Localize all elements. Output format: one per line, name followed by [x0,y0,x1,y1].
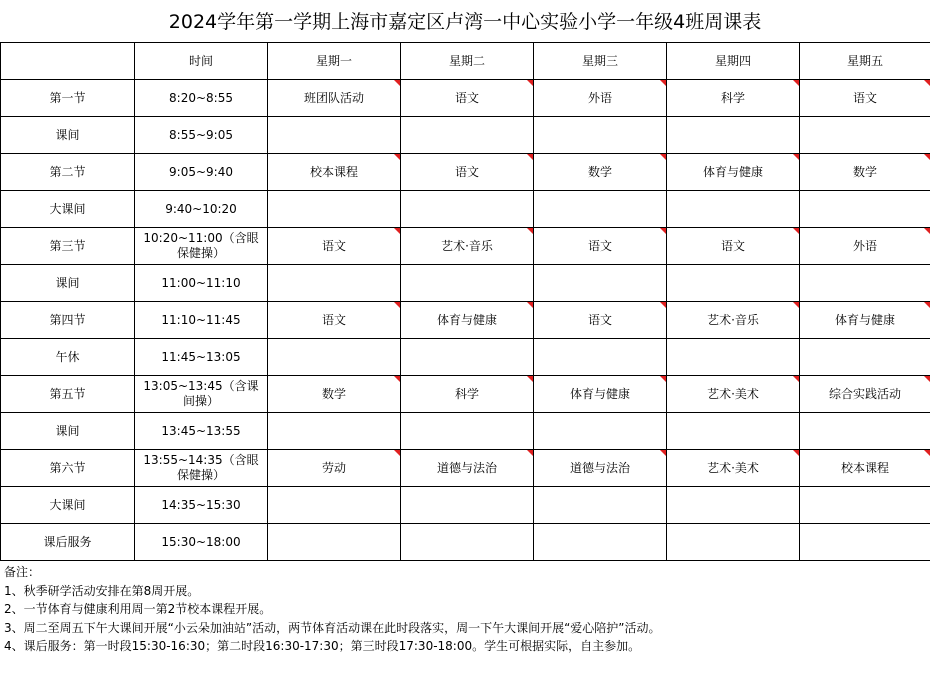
time-cell[interactable]: 13:45~13:55 [135,413,268,450]
comment-indicator-icon[interactable] [793,376,799,382]
subject-cell[interactable] [534,302,667,339]
comment-indicator-icon[interactable] [924,450,930,456]
comment-indicator-icon[interactable] [660,302,666,308]
subject-label: 班团队活动 [303,90,364,105]
comment-indicator-icon[interactable] [527,80,533,86]
comment-indicator-icon[interactable] [527,450,533,456]
subject-cell[interactable] [534,524,667,561]
subject-cell[interactable] [268,154,401,191]
subject-cell[interactable] [667,413,800,450]
subject-cell[interactable] [268,376,401,413]
subject-label: 语文 [321,312,346,327]
comment-indicator-icon[interactable] [793,80,799,86]
table-row [1,413,930,450]
subject-label: 道德与法治 [436,460,497,475]
comment-indicator-icon[interactable] [527,228,533,234]
subject-cell[interactable] [667,524,800,561]
time-cell[interactable]: 11:00~11:10 [135,265,268,302]
subject-cell[interactable] [401,228,534,265]
time-cell[interactable]: 10:20~11:00（含眼保健操） [135,228,268,265]
subject-cell[interactable] [534,191,667,228]
subject-label: 语文 [852,90,877,105]
subject-cell[interactable] [667,265,800,302]
subject-cell[interactable] [268,117,401,154]
comment-indicator-icon[interactable] [660,450,666,456]
subject-cell[interactable] [268,450,401,487]
table-row [1,191,930,228]
comment-indicator-icon[interactable] [793,450,799,456]
subject-cell[interactable] [667,80,800,117]
subject-cell[interactable] [534,228,667,265]
subject-label: 语文 [587,238,612,253]
subject-cell[interactable] [268,80,401,117]
subject-label: 科学 [720,90,745,105]
subject-cell[interactable] [800,376,930,413]
subject-label: 数学 [852,164,877,179]
comment-indicator-icon[interactable] [394,228,400,234]
subject-cell[interactable] [534,450,667,487]
subject-cell[interactable] [268,302,401,339]
comment-indicator-icon[interactable] [924,154,930,160]
note-item: 2、一节体育与健康利用周一第2节校本课程开展。 [4,602,272,616]
subject-label: 道德与法治 [569,460,630,475]
table-row [1,524,930,561]
subject-cell[interactable] [534,80,667,117]
header-day-cell[interactable]: 星期三 [534,43,667,80]
subject-cell[interactable] [800,265,930,302]
comment-indicator-icon[interactable] [924,376,930,382]
period-cell[interactable]: 第三节 [1,228,135,265]
subject-cell[interactable] [401,450,534,487]
subject-cell[interactable] [534,413,667,450]
subject-label: 语文 [587,312,612,327]
subject-label: 外语 [587,90,612,105]
header-day-cell[interactable]: 星期五 [800,43,930,80]
time-cell[interactable]: 8:55~9:05 [135,117,268,154]
subject-label: 艺术·美术 [707,386,759,401]
comment-indicator-icon[interactable] [527,302,533,308]
comment-indicator-icon[interactable] [394,80,400,86]
subject-cell[interactable] [800,524,930,561]
subject-cell[interactable] [268,524,401,561]
header-time-cell[interactable]: 时间 [135,43,268,80]
subject-cell[interactable] [401,265,534,302]
subject-cell[interactable] [534,487,667,524]
time-cell[interactable]: 11:10~11:45 [135,302,268,339]
subject-cell[interactable] [800,228,930,265]
period-cell[interactable]: 课间 [1,413,135,450]
time-cell[interactable]: 13:55~14:35（含眼保健操） [135,450,268,487]
comment-indicator-icon[interactable] [793,228,799,234]
time-cell[interactable]: 11:45~13:05 [135,339,268,376]
subject-label: 体育与健康 [569,386,630,401]
subject-label: 科学 [454,386,479,401]
period-cell[interactable]: 第四节 [1,302,135,339]
subject-cell[interactable] [800,450,930,487]
notes-section [4,563,924,656]
comment-indicator-icon[interactable] [793,302,799,308]
table-row [1,339,930,376]
subject-label: 体育与健康 [702,164,763,179]
subject-label: 语文 [720,238,745,253]
subject-cell[interactable] [800,413,930,450]
subject-label: 语文 [321,238,346,253]
table-row [1,265,930,302]
timetable [0,42,930,561]
time-cell[interactable]: 15:30~18:00 [135,524,268,561]
subject-cell[interactable] [268,265,401,302]
comment-indicator-icon[interactable] [394,376,400,382]
subject-cell[interactable] [401,191,534,228]
table-row [1,487,930,524]
time-cell[interactable]: 9:05~9:40 [135,154,268,191]
subject-cell[interactable] [401,302,534,339]
subject-cell[interactable] [667,487,800,524]
comment-indicator-icon[interactable] [660,376,666,382]
comment-indicator-icon[interactable] [527,376,533,382]
subject-cell[interactable] [800,302,930,339]
note-item: 1、秋季研学活动安排在第8周开展。 [4,583,200,598]
subject-label: 语文 [454,90,479,105]
subject-cell[interactable] [534,376,667,413]
table-row [1,154,930,191]
header-day-cell[interactable]: 星期四 [667,43,800,80]
subject-label: 艺术·音乐 [707,312,759,327]
table-row [1,376,930,413]
subject-cell[interactable] [268,413,401,450]
period-cell[interactable]: 课间 [1,117,135,154]
subject-cell[interactable] [667,450,800,487]
subject-cell[interactable] [401,413,534,450]
subject-cell[interactable] [268,228,401,265]
subject-cell[interactable] [800,80,930,117]
subject-cell[interactable] [401,487,534,524]
note-item: 3、周二至周五下午大课间开展“小云朵加油站”活动，两节体育活动课在此时段落实，周一下午大课间开展“爱心陪护”活动。 [4,620,661,635]
table-row [1,450,930,487]
subject-cell[interactable] [667,228,800,265]
subject-label: 数学 [587,164,612,179]
time-cell[interactable]: 8:20~8:55 [135,80,268,117]
period-cell[interactable]: 大课间 [1,487,135,524]
comment-indicator-icon[interactable] [793,154,799,160]
table-row [1,228,930,265]
subject-cell[interactable] [268,339,401,376]
period-cell[interactable]: 第一节 [1,80,135,117]
subject-cell[interactable] [800,191,930,228]
header-day-cell[interactable]: 星期二 [401,43,534,80]
subject-cell[interactable] [667,339,800,376]
subject-cell[interactable] [534,117,667,154]
subject-cell[interactable] [800,339,930,376]
period-cell[interactable]: 第五节 [1,376,135,413]
subject-cell[interactable] [667,154,800,191]
subject-cell[interactable] [268,191,401,228]
header-day-cell[interactable]: 星期一 [268,43,401,80]
comment-indicator-icon[interactable] [924,80,930,86]
subject-label: 艺术·美术 [707,460,759,475]
comment-indicator-icon[interactable] [527,154,533,160]
comment-indicator-icon[interactable] [394,302,400,308]
subject-cell[interactable] [401,376,534,413]
comment-indicator-icon[interactable] [924,302,930,308]
table-row [1,302,930,339]
time-cell[interactable]: 14:35~15:30 [135,487,268,524]
subject-cell[interactable] [401,339,534,376]
subject-label: 体育与健康 [834,312,895,327]
period-cell[interactable]: 课间 [1,265,135,302]
subject-cell[interactable] [667,376,800,413]
notes-heading: 备注： [4,565,41,579]
subject-label: 校本课程 [309,164,358,179]
subject-cell[interactable] [401,524,534,561]
subject-label: 外语 [852,238,877,253]
subject-cell[interactable] [667,191,800,228]
subject-cell[interactable] [534,339,667,376]
period-cell[interactable]: 第六节 [1,450,135,487]
subject-cell[interactable] [800,487,930,524]
subject-cell[interactable] [800,154,930,191]
subject-cell[interactable] [268,487,401,524]
subject-label: 校本课程 [840,460,889,475]
subject-cell[interactable] [401,117,534,154]
period-cell[interactable]: 大课间 [1,191,135,228]
period-cell[interactable]: 课后服务 [1,524,135,561]
comment-indicator-icon[interactable] [394,450,400,456]
subject-label: 语文 [454,164,479,179]
subject-cell[interactable] [800,117,930,154]
period-cell[interactable]: 第二节 [1,154,135,191]
period-cell[interactable]: 午休 [1,339,135,376]
subject-label: 数学 [321,386,346,401]
comment-indicator-icon[interactable] [924,228,930,234]
subject-cell[interactable] [534,154,667,191]
subject-cell[interactable] [667,117,800,154]
note-item: 4、课后服务：第一时段15:30-16:30；第二时段16:30-17:30；第三时段17:30-18:00。学生可根据实际，自主参加。 [4,639,641,653]
time-cell[interactable]: 9:40~10:20 [135,191,268,228]
comment-indicator-icon[interactable] [660,154,666,160]
subject-label: 体育与健康 [436,312,497,327]
subject-label: 劳动 [321,460,346,475]
header-row [1,43,930,80]
subject-cell[interactable] [401,80,534,117]
comment-indicator-icon[interactable] [660,228,666,234]
comment-indicator-icon[interactable] [660,80,666,86]
time-cell[interactable]: 13:05~13:45（含课间操） [135,376,268,413]
table-row [1,117,930,154]
subject-cell[interactable] [534,265,667,302]
sheet-title: 2024学年第一学期上海市嘉定区卢湾一中心实验小学一年级4班周课表 [168,11,762,33]
header-corner-cell[interactable] [1,43,135,80]
subject-label: 综合实践活动 [828,386,901,401]
comment-indicator-icon[interactable] [394,154,400,160]
table-row [1,80,930,117]
subject-label: 艺术·音乐 [441,238,493,253]
subject-cell[interactable] [667,302,800,339]
subject-cell[interactable] [401,154,534,191]
